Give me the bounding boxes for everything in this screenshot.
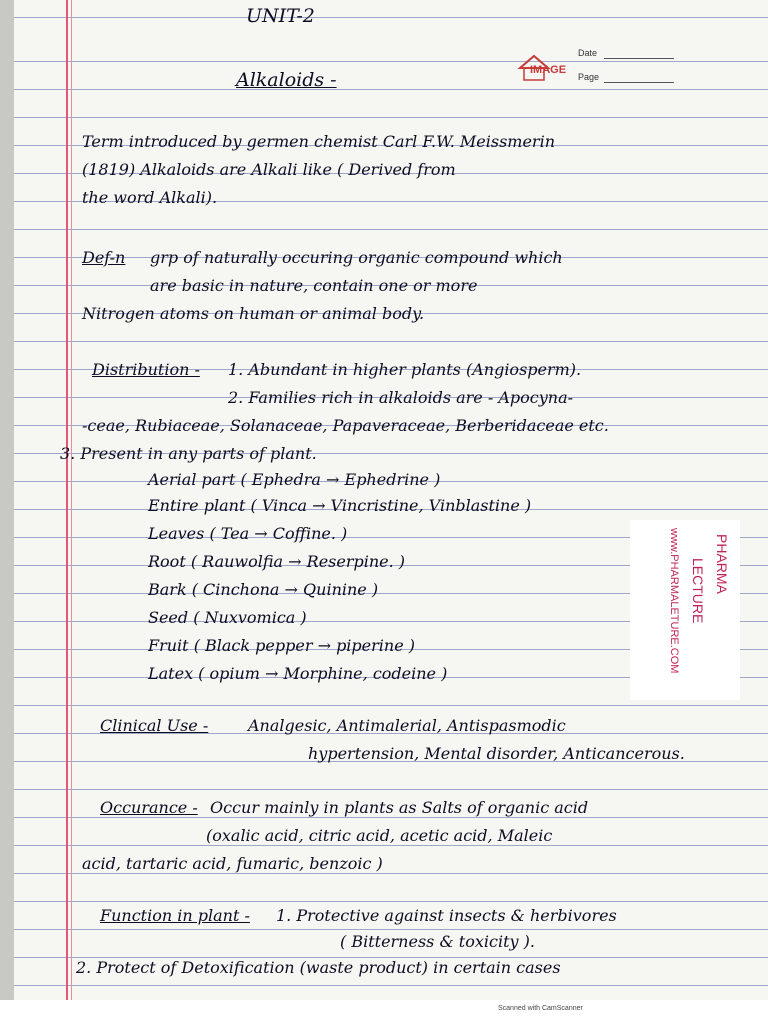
function-line-2: ( Bitterness & toxicity ).	[340, 932, 535, 951]
part-latex: Latex ( opium → Morphine, codeine )	[148, 664, 448, 683]
intro-line-3: the word Alkali).	[82, 188, 218, 207]
definition-label: Def-n	[82, 248, 126, 267]
watermark-line-2: LECTURE	[690, 558, 706, 624]
binding-edge	[0, 0, 14, 1000]
intro-line-1: Term introduced by germen chemist Carl F.W. Meissmerin	[82, 132, 555, 151]
date-line	[604, 58, 674, 59]
notebook-stamp	[516, 42, 686, 88]
page-title: Alkaloids -	[236, 69, 337, 91]
part-leaves: Leaves ( Tea → Coffine. )	[148, 524, 348, 543]
distribution-point-2: 2. Families rich in alkaloids are - Apocyna-	[228, 388, 574, 407]
date-label: Date	[578, 48, 598, 58]
part-entire-plant: Entire plant ( Vinca → Vincristine, Vinblastine )	[148, 496, 532, 515]
stamp-brand: IMAGE	[530, 64, 567, 76]
unit-heading: UNIT-2	[246, 5, 315, 27]
distribution-point-2-cont: -ceae, Rubiaceae, Solanaceae, Papaveraceae, Berberidaceae etc.	[82, 416, 609, 435]
definition-line-1: grp of naturally occuring organic compound which	[150, 248, 563, 267]
definition-line-2: are basic in nature, contain one or more	[150, 276, 478, 295]
function-line-1: 1. Protective against insects & herbivores	[276, 906, 617, 925]
page-line	[604, 82, 674, 83]
part-root: Root ( Rauwolfia → Reserpine. )	[148, 552, 406, 571]
margin-line	[66, 0, 68, 1000]
function-label: Function in plant -	[100, 906, 250, 925]
part-bark: Bark ( Cinchona → Quinine )	[148, 580, 379, 599]
scanner-credit: Scanned with CamScanner	[498, 1005, 583, 1012]
occurance-line-2: (oxalic acid, citric acid, acetic acid, Maleic	[206, 826, 553, 845]
distribution-label: Distribution -	[92, 360, 200, 379]
watermark-line-1: PHARMA	[714, 534, 730, 594]
part-seed: Seed ( Nuxvomica )	[148, 608, 307, 627]
occurance-line-3: acid, tartaric acid, fumaric, benzoic )	[82, 854, 383, 873]
part-aerial: Aerial part ( Ephedra → Ephedrine )	[148, 470, 441, 489]
intro-line-2: (1819) Alkaloids are Alkali like ( Derived from	[82, 160, 456, 179]
distribution-point-1: 1. Abundant in higher plants (Angiosperm).	[228, 360, 582, 379]
function-line-3: 2. Protect of Detoxification (waste product) in certain cases	[76, 958, 561, 977]
part-fruit: Fruit ( Black pepper → piperine )	[148, 636, 415, 655]
scan-footer	[0, 1000, 768, 1024]
definition-line-3: Nitrogen atoms on human or animal body.	[82, 304, 425, 323]
clinical-line-2: hypertension, Mental disorder, Anticancerous.	[308, 744, 685, 763]
occurance-line-1: Occur mainly in plants as Salts of organic acid	[210, 798, 589, 817]
clinical-line-1: Analgesic, Antimalerial, Antispasmodic	[248, 716, 566, 735]
occurance-label: Occurance -	[100, 798, 198, 817]
clinical-label: Clinical Use -	[100, 716, 209, 735]
watermark-line-3: www.PHARMALETURE.COM	[668, 528, 680, 674]
page-label: Page	[578, 72, 600, 82]
watermark-sticker	[630, 520, 740, 700]
margin-line-inner	[71, 0, 72, 1000]
distribution-point-3: 3. Present in any parts of plant.	[60, 444, 317, 463]
